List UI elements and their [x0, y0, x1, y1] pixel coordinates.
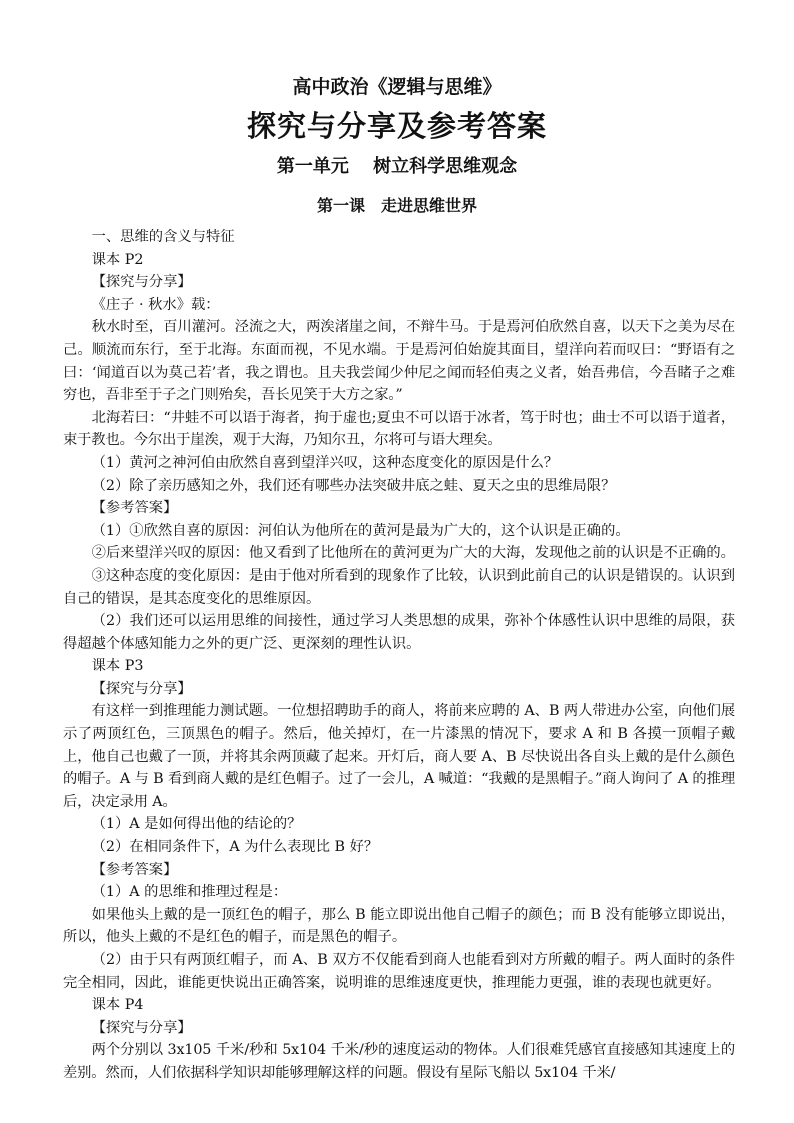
document-title: 探究与分享及参考答案: [246, 109, 547, 143]
unit-title: 第一单元 树立科学思维观念: [276, 156, 518, 177]
reference-answer-heading: 【参考答案】: [91, 500, 178, 517]
paragraph: 有这样一到推理能力测试题。一位想招聘助手的商人，将前来应聘的 A、B 两人带进办公室，向他们展示了两顶红色，三顶黑色的帽子。然后，他关掉灯，在一片漆黑的情况下，要求 A 和 B 各摸一顶帽子戴上，他自己也戴了一顶，并将其余两顶藏了起来。开灯后，商人要 A、B 尽快说出各自头上戴的是什么颜色的帽子。A 与 B 看到商人戴的是红色帽子。过了一会儿，A 喊道：“我戴的是黑帽子。”商人询问了 A 的推理后，决定录用 A。: [63, 703, 735, 810]
answer: 如果他头上戴的是一顶红色的帽子，那么 B 能立即说出他自己帽子的颜色；而 B 没有能够立即说出，所以，他头上戴的不是红色的帽子，而是黑色的帽子。: [63, 906, 735, 946]
question: （2）在相同条件下，A 为什么表现比 B 好？: [91, 839, 379, 856]
explore-share-heading: 【探究与分享】: [91, 1019, 192, 1036]
explore-share-heading: 【探究与分享】: [91, 680, 192, 697]
textbook-page-ref: 课本 P3: [91, 658, 144, 675]
lesson-title: 第一课 走进思维世界: [316, 196, 477, 215]
paragraph: 秋水时至，百川灌河。泾流之大，两涘渚崖之间，不辩牛马。于是焉河伯欣然自喜，以天下之美为尽在己。顺流而东行，至于北海。东面而视，不见水端。于是焉河伯始旋其面目，望洋向若而叹曰：“野语有之曰：‘闻道百以为莫己若’者，我之谓也。且夫我尝闻少仲尼之闻而轻伯夷之义者，始吾弗信，今吾睹子之难穷也，吾非至于子之门则殆矣，吾长见笑于大方之家。”: [63, 319, 735, 404]
question: （2）除了亲历感知之外，我们还有哪些办法突破井底之蛙、夏天之虫的思维局限？: [91, 477, 616, 494]
reference-answer-heading: 【参考答案】: [91, 861, 178, 878]
answer: （2）由于只有两顶红帽子，而 A、B 双方不仅能看到商人也能看到对方所戴的帽子。两人面时的条件完全相同，因此，谁能更快说出正确答案，说明谁的思维速度更快，推理能力更强，谁的表现也就更好。: [63, 952, 735, 991]
paragraph: 北海若曰：“井蛙不可以语于海者，拘于虚也;夏虫不可以语于冰者，笃于时也；曲士不可以语于道者，束于教也。今尔出于崖涘，观于大海，乃知尔丑，尔将可与语大理矣。: [63, 409, 735, 449]
course-title: 高中政治《逻辑与思维》: [292, 76, 502, 98]
answer: （1）A 的思维和推理过程是：: [91, 884, 288, 901]
question: （1）黄河之神河伯由欣然自喜到望洋兴叹，这种态度变化的原因是什么？: [91, 454, 559, 471]
body-content: [63, 226, 735, 1085]
answer: （2）我们还可以运用思维的间接性，通过学习人类思想的成果，弥补个体感性认识中思维的局限，获得超越个体感知能力之外的更广泛、更深刻的理性认识。: [63, 613, 735, 652]
textbook-page-ref: 课本 P2: [91, 251, 144, 268]
textbook-page-ref: 课本 P4: [91, 997, 144, 1014]
question: （1）A 是如何得出他的结论的？: [91, 816, 302, 833]
section-heading: 一、思维的含义与特征: [91, 229, 235, 245]
explore-share-heading: 【探究与分享】: [91, 274, 192, 291]
answer: ③这种态度的变化原因：是由于他对所看到的现象作了比较，认识到此前自己的认识是错误的。认识到自己的错误，是其态度变化的思维原因。: [63, 567, 735, 607]
paragraph: 两个分别以 3x105 千米/秒和 5x104 千米/秒的速度运动的物体。人们很难凭感官直接感知其速度上的差别。然而，人们依据科学知识却能够理解这样的问题。假设有星际飞船以 5x104 千米/: [63, 1042, 735, 1081]
source-citation: 《庄子 · 秋水》载：: [91, 296, 220, 313]
answer: ②后来望洋兴叹的原因：他又看到了比他所在的黄河更为广大的大海，发现他之前的认识是不正确的。: [91, 545, 735, 562]
answer: （1）①欣然自喜的原因：河伯认为他所在的黄河是最为广大的，这个认识是正确的。: [91, 522, 630, 539]
